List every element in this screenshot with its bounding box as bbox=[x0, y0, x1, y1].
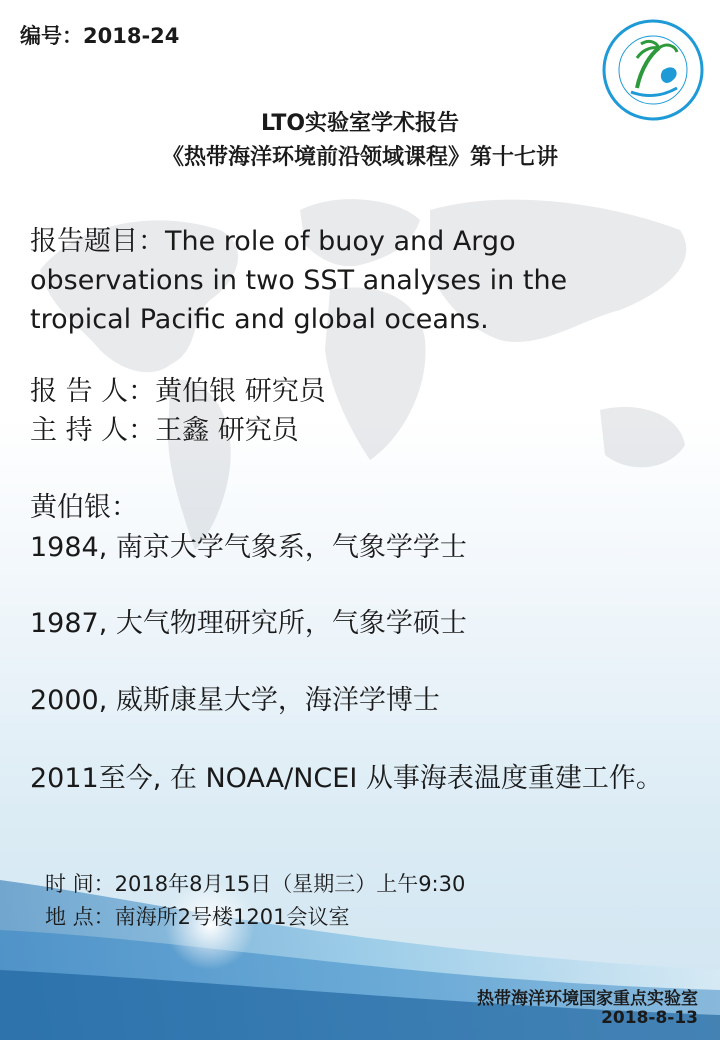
title-line-1: LTO实验室学术报告 bbox=[260, 111, 460, 136]
event-location: 地 点：南海所2号楼1201会议室 bbox=[45, 905, 350, 929]
speaker: 报 告 人：黄伯银 研究员 bbox=[30, 376, 326, 407]
title-line-2: 《热带海洋环境前沿领域课程》第十七讲 bbox=[161, 145, 558, 170]
bio-entry: 2000, 威斯康星大学，海洋学博士 bbox=[30, 685, 440, 716]
bio-entry: 1984, 南京大学气象系，气象学学士 bbox=[30, 532, 467, 563]
report-topic-text: The role of buoy and Argo observations in two SST analyses in the tropical Pacific and global oceans. bbox=[30, 226, 568, 335]
report-topic-label: 报告题目： bbox=[30, 226, 165, 257]
report-topic-block bbox=[30, 222, 670, 339]
bio-entry: 2011至今, 在 NOAA/NCEI 从事海表温度重建工作。 bbox=[30, 763, 663, 794]
organizer: 热带海洋环境国家重点实验室 bbox=[477, 989, 698, 1009]
bio-title: 黄伯银： bbox=[30, 492, 138, 523]
host: 主 持 人：王鑫 研究员 bbox=[30, 415, 299, 446]
event-time: 时 间：2018年8月15日（星期三）上午9:30 bbox=[45, 872, 466, 896]
bio-entry: 1987, 大气物理研究所，气象学硕士 bbox=[30, 608, 467, 639]
issue-date: 2018-8-13 bbox=[601, 1008, 698, 1028]
serial-number: 编号：2018-24 bbox=[20, 24, 180, 48]
